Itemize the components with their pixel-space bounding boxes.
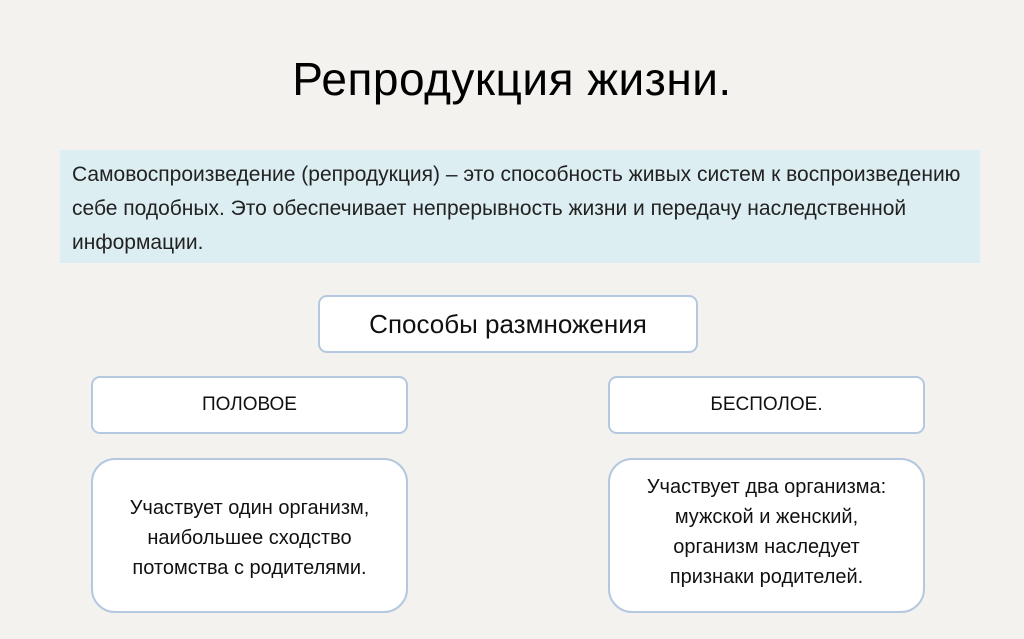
sexual-reproduction-description: Участвует один организм, наибольшее сходство потомства с родителями. — [91, 458, 408, 613]
slide-title: Репродукция жизни. — [292, 53, 732, 105]
definition-text: Самовоспроизведение (репродукция) – это способность живых систем к воспроизведению себе подобных. Это обеспечивает непрерывность жизни и передачу наследственной информации. — [60, 150, 980, 263]
asexual-reproduction-description: Участвует два организма: мужской и женский, организм наследует признаки родителей. — [608, 458, 925, 613]
sexual-reproduction-box: ПОЛОВОЕ — [91, 376, 408, 434]
reproduction-methods-box: Способы размножения — [318, 295, 698, 353]
asexual-reproduction-box: БЕСПОЛОЕ. — [608, 376, 925, 434]
